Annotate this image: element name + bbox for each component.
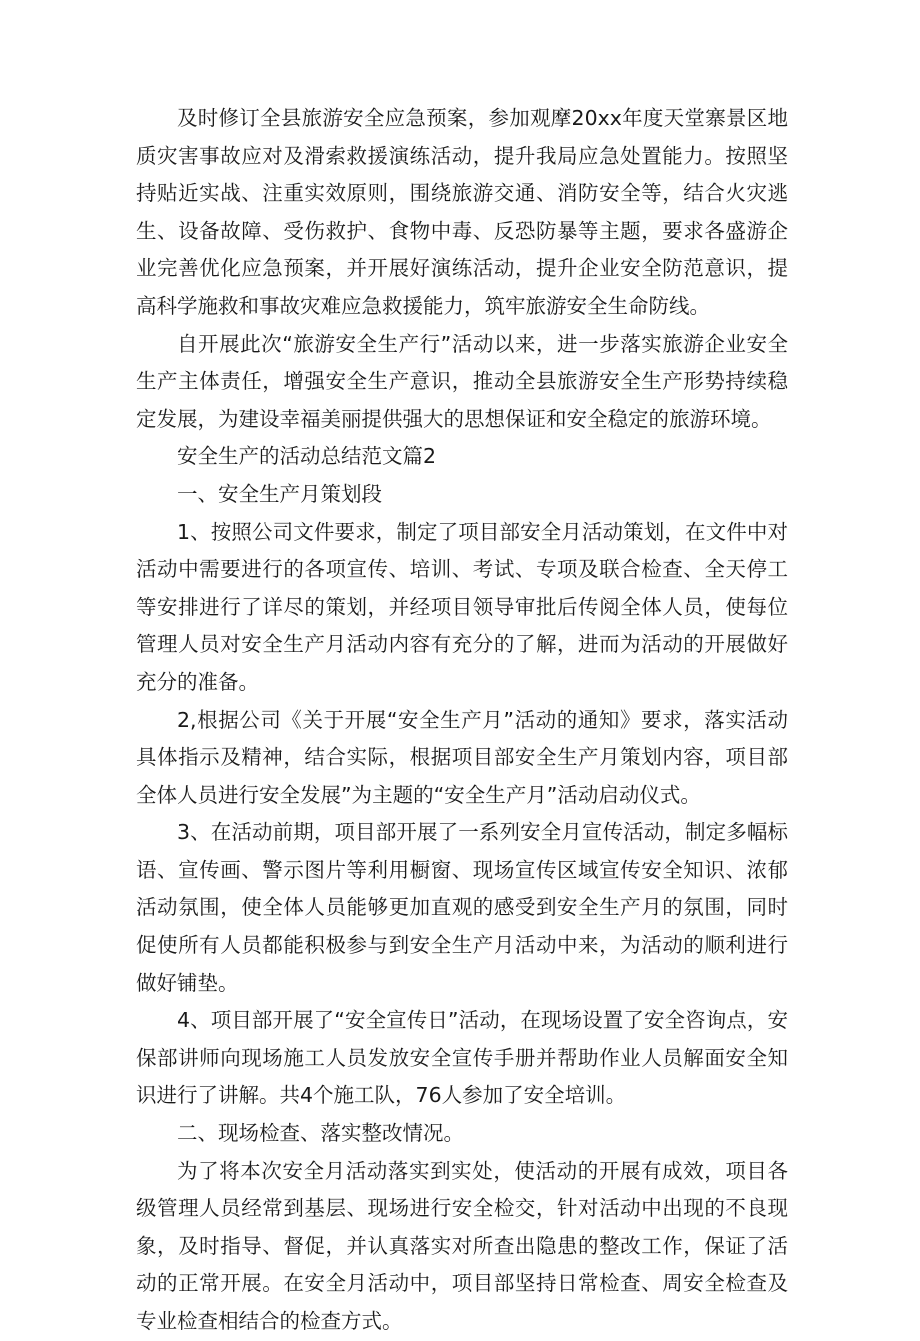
paragraph-item-1: 1、按照公司文件要求，制定了项目部安全月活动策划，在文件中对活动中需要进行的各项宣传、培训、考试、专项及联合检查、全天停工等安排进行了详尽的策划，并经项目领导审批后传阅全体人员，使每位管理人员对安全生产月活动内容有充分的了解，进而为活动的开展做好充分的准备。 [136,519,788,694]
paragraph-emergency-plan: 及时修订全县旅游安全应急预案，参加观摩20xx年度天堂寨景区地质灾害事故应对及滑索救援演练活动，提升我局应急处置能力。按照坚持贴近实战、注重实效原则，围绕旅游交通、消防安全等，结合火灾逃生、设备故障、受伤救护、食物中毒、反恐防暴等主题，要求各盛游企业完善优化应急预案，并开展好演练活动，提升企业安全防范意识，提高科学施救和事故灾难应急救援能力，筑牢旅游安全生命防线。 [136,106,788,318]
paragraph-item-4: 4、项目部开展了“安全宣传日”活动，在现场设置了安全咨询点，安保部讲师向现场施工人员发放安全宣传手册并帮助作业人员解面安全知识进行了讲解。共4个施工队，76人参加了安全培训。 [136,1008,788,1108]
paragraph-inspection: 为了将本次安全月活动落实到实处，使活动的开展有成效，项目各级管理人员经常到基层、现场进行安全检交，针对活动中出现的不良现象，及时指导、督促，并认真落实对所查出隐患的整改工作，保证了活动的正常开展。在安全月活动中，项目部坚持日常检查、周安全检查及专业检查相结合的检查方式。 [136,1158,788,1333]
paragraph-item-3: 3、在活动前期，项目部开展了一系列安全月宣传活动，制定多幅标语、宣传画、警示图片等利用橱窗、现场宣传区域宣传安全知识、浓郁活动氛围，使全体人员能够更加直观的感受到安全生产月的氛围，同时促使所有人员都能积极参与到安全生产月活动中来，为活动的顺利进行做好铺垫。 [136,820,788,995]
section-heading-planning: 一、安全生产月策划段 [177,481,382,506]
paragraph-activity-summary: 自开展此次“旅游安全生产行”活动以来，进一步落实旅游企业安全生产主体责任，增强安全生产意识，推动全县旅游安全生产形势持续稳定发展，为建设幸福美丽提供强大的思想保证和安全稳定的旅游环境。 [136,331,788,431]
paragraph-item-2: 2,根据公司《关于开展“安全生产月”活动的通知》要求，落实活动具体指示及精神，结合实际，根据项目部安全生产月策划内容，项目部全体人员进行安全发展”为主题的“安全生产月”活动启动仪式。 [136,707,788,807]
article-title: 安全生产的活动总结范文篇2 [177,444,437,469]
section-heading-inspection: 二、现场检查、落实整改情况。 [177,1121,464,1146]
